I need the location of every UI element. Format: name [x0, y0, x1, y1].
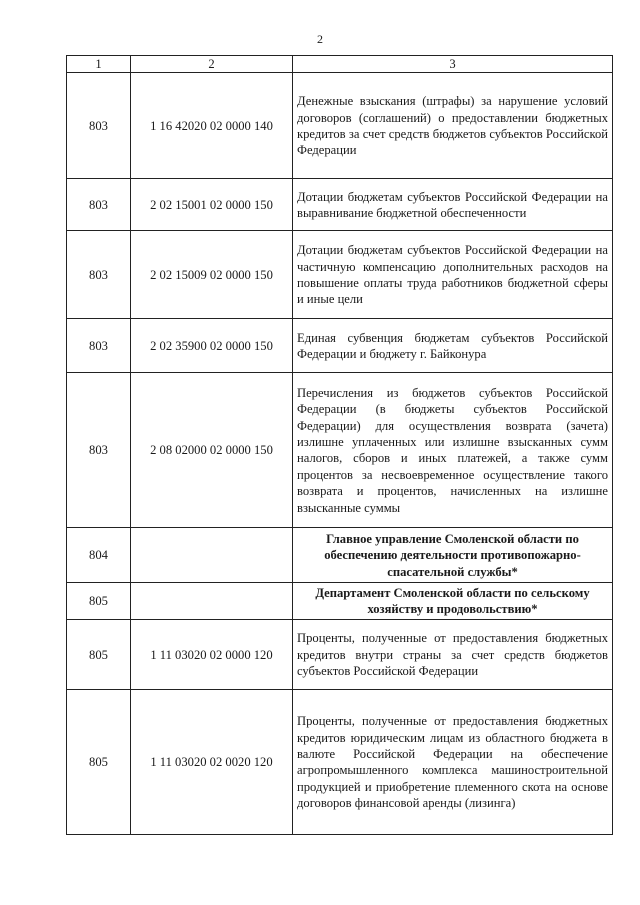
- admin-code: 803: [67, 179, 131, 231]
- income-description: Денежные взыскания (штрафы) за нарушение условий договоров (соглашений) о предоставлении бюджетных кредитов за счет средств бюджетов субъектов Российской Федерации: [293, 73, 613, 179]
- admin-code: 805: [67, 583, 131, 620]
- admin-code: 803: [67, 319, 131, 373]
- table-row-department: [67, 528, 613, 583]
- table-row: [67, 179, 613, 231]
- income-description: Единая субвенция бюджетам субъектов Российской Федерации и бюджету г. Байконура: [293, 319, 613, 373]
- table-row: [67, 231, 613, 319]
- budget-code: 2 02 15009 02 0000 150: [131, 231, 293, 319]
- income-description: Дотации бюджетам субъектов Российской Федерации на частичную компенсацию дополнительных расходов на повышение оплаты труда работников бюджетной сферы и иные цели: [293, 231, 613, 319]
- column-header-1: 1: [67, 56, 131, 73]
- admin-code: 805: [67, 620, 131, 690]
- income-description: Проценты, полученные от предоставления бюджетных кредитов внутри страны за счет средств бюджетов субъектов Российской Федерации: [293, 620, 613, 690]
- table-row: [67, 373, 613, 528]
- admin-code: 805: [67, 690, 131, 835]
- page-number: 2: [317, 32, 323, 46]
- table-row: [67, 73, 613, 179]
- income-description: Дотации бюджетам субъектов Российской Федерации на выравнивание бюджетной обеспеченности: [293, 179, 613, 231]
- column-header-3: 3: [293, 56, 613, 73]
- budget-code: 1 11 03020 02 0000 120: [131, 620, 293, 690]
- department-name: Главное управление Смоленской области по обеспечению деятельности противопожарно-спасательной службы*: [293, 528, 613, 583]
- table-row-department: [67, 583, 613, 620]
- column-header-2: 2: [131, 56, 293, 73]
- income-description: Проценты, полученные от предоставления бюджетных кредитов юридическим лицам из областного бюджета в валюте Российской Федерации на обеспечение агропромышленного комплекса машиностроительной продукцией и приобретение племенного скота на основе договоров финансовой аренды (лизинга): [293, 690, 613, 835]
- table-header-row: [67, 56, 613, 73]
- department-name: Департамент Смоленской области по сельскому хозяйству и продовольствию*: [293, 583, 613, 620]
- admin-code: 803: [67, 231, 131, 319]
- income-description: Перечисления из бюджетов субъектов Российской Федерации (в бюджеты субъектов Российской Федерации) для осуществления возврата (зачета) излишне уплаченных или излишне взысканных сумм налогов, сборов и иных платежей, а также сумм процентов за несвоевременное осуществление такого возврата и процентов, начисленных на излишне взысканные суммы: [293, 373, 613, 528]
- budget-code: 2 08 02000 02 0000 150: [131, 373, 293, 528]
- table-row: [67, 620, 613, 690]
- admin-code: 803: [67, 373, 131, 528]
- budget-code: 2 02 35900 02 0000 150: [131, 319, 293, 373]
- budget-code: [131, 528, 293, 583]
- table-row: [67, 319, 613, 373]
- table-row: [67, 690, 613, 835]
- budget-code: [131, 583, 293, 620]
- budget-code: 2 02 15001 02 0000 150: [131, 179, 293, 231]
- admin-code: 803: [67, 73, 131, 179]
- budget-classification-table: [66, 55, 613, 835]
- budget-code: 1 11 03020 02 0020 120: [131, 690, 293, 835]
- budget-code: 1 16 42020 02 0000 140: [131, 73, 293, 179]
- admin-code: 804: [67, 528, 131, 583]
